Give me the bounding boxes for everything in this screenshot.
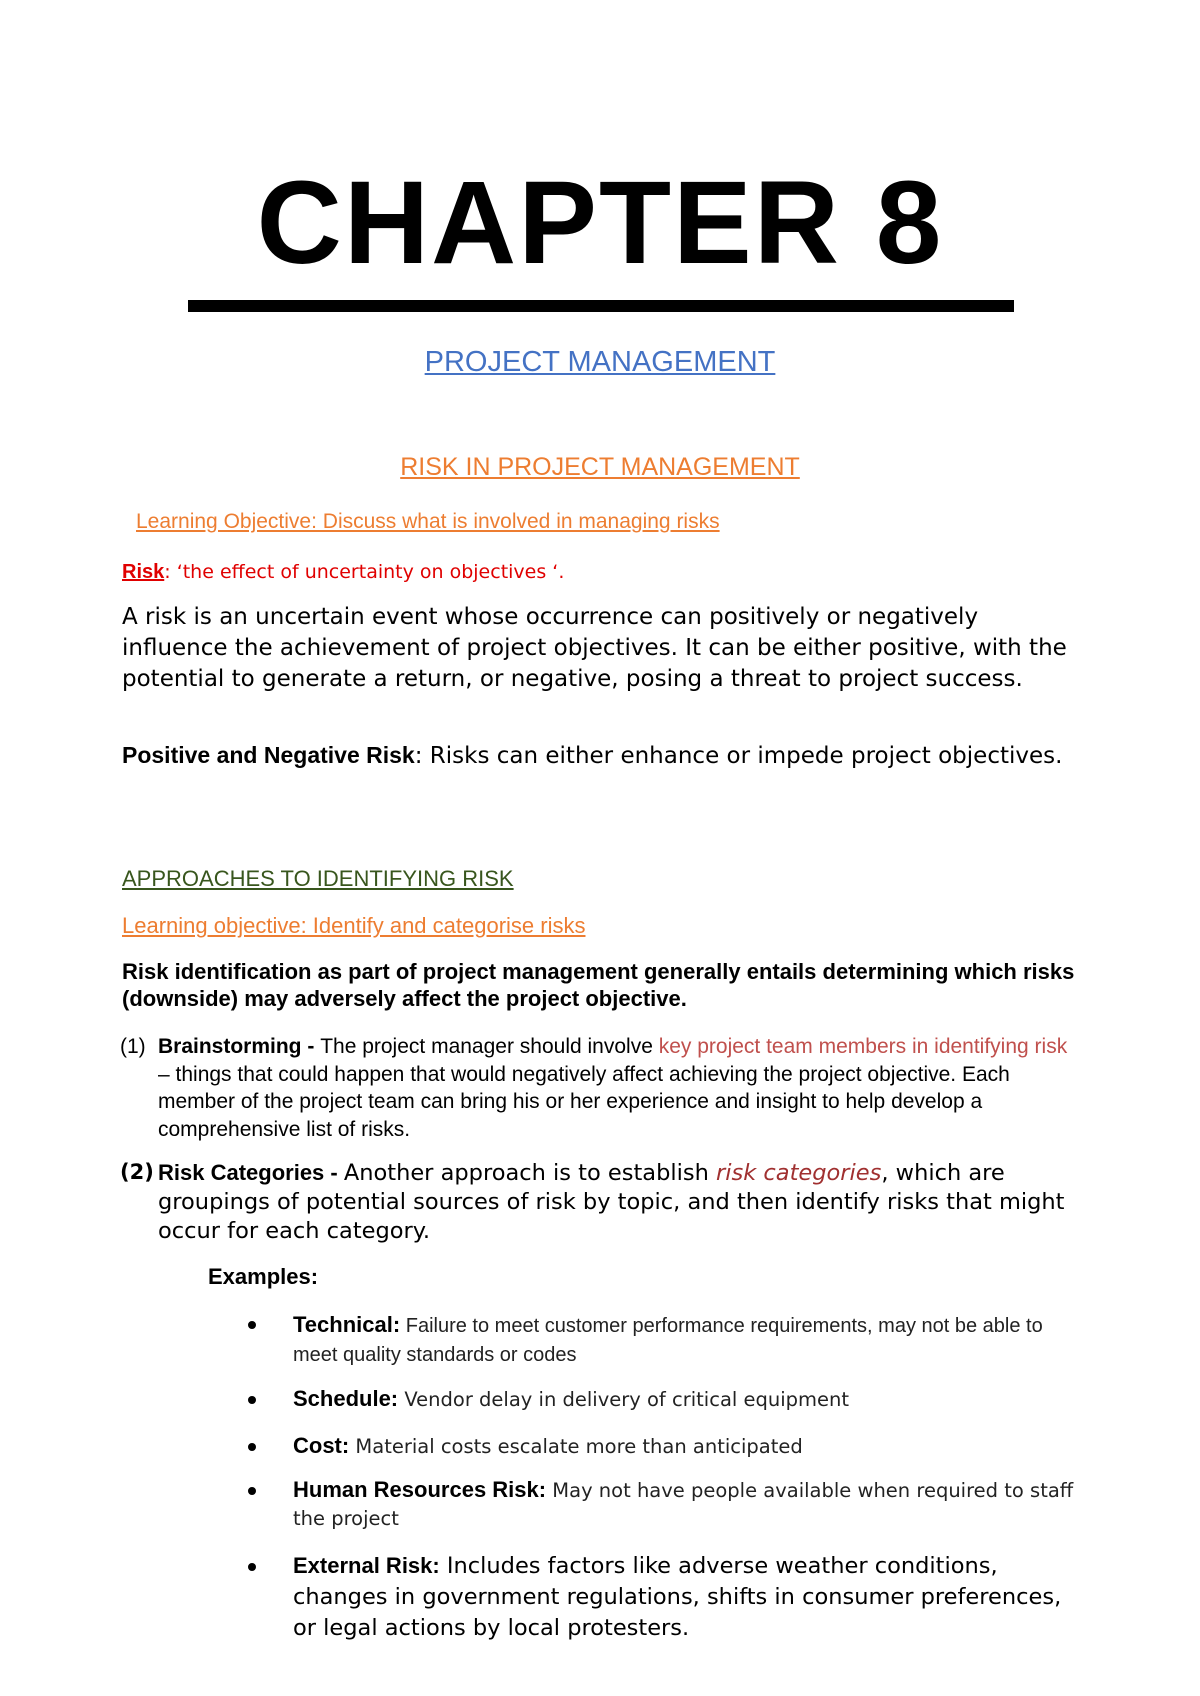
- bullet-dot-icon: [248, 1396, 256, 1404]
- bullet-label: External Risk:: [293, 1553, 440, 1578]
- risk-paragraph: A risk is an uncertain event whose occurrence can positively or negatively influence the achievement of project objectives. It can be either positive, with the potential to generate a return, or negative, posing a threat to project success.: [122, 604, 1067, 692]
- learning-objective-2: Learning objective: Identify and categorise risks: [122, 913, 586, 938]
- risk-definition-text: : ‘the effect of uncertainty on objectives ‘.: [164, 561, 565, 583]
- item-lead: Brainstorming -: [158, 1035, 321, 1058]
- risk-identification-intro: Risk identification as part of project management generally entails determining which risks (downside) may adversely affect the project objective.: [122, 959, 1075, 1011]
- examples-label: Examples:: [208, 1264, 319, 1289]
- bullet-dot-icon: [248, 1443, 256, 1451]
- chapter-title: CHAPTER 8: [256, 157, 944, 289]
- risk-term: Risk: [122, 561, 165, 583]
- positive-negative-text: : Risks can either enhance or impede project objectives.: [414, 743, 1063, 769]
- bullet-label: Human Resources Risk:: [293, 1477, 547, 1502]
- bullet-dot-icon: [248, 1563, 256, 1571]
- bullet-dot-icon: [248, 1487, 256, 1495]
- learning-objective-1: Learning Objective: Discuss what is involved in managing risks: [136, 510, 720, 533]
- item-lead: Risk Categories -: [158, 1160, 344, 1185]
- bullet-text: [293, 1385, 1083, 1414]
- item-text-b: – things that could happen that would negatively affect achieving the project objective. Each member of the project team can bring his or her experience and insight to help develop a comprehensive list of risks.: [158, 1062, 1010, 1141]
- approaches-heading: APPROACHES TO IDENTIFYING RISK: [122, 866, 514, 891]
- bullet-desc: Failure to meet customer performance requirements, may not be able to meet quality standards or codes: [293, 1315, 1043, 1366]
- item-text-a: The project manager should involve: [320, 1035, 659, 1058]
- bullet-text: [293, 1476, 1083, 1533]
- bullet-desc: Material costs escalate more than anticipated: [349, 1435, 803, 1458]
- bullet-desc: May not have people available when required to staff the project: [293, 1479, 1074, 1530]
- positive-negative-term: Positive and Negative Risk: [122, 742, 415, 768]
- item-body: [158, 1033, 1080, 1143]
- item-text-b: , which are groupings of potential sources of risk by topic, and then identify risks that might occur for each category.: [158, 1160, 1065, 1244]
- bullet-desc: Includes factors like adverse weather conditions, changes in government regulations, shifts in consumer preferences, or legal actions by local protesters.: [293, 1553, 1062, 1641]
- risk-definition: [122, 560, 564, 584]
- bullet-label: Cost:: [293, 1433, 350, 1458]
- item-body: [158, 1158, 1080, 1246]
- title-underline-rule: [188, 300, 1014, 312]
- item-text-a: Another approach is to establish: [343, 1160, 716, 1186]
- section-heading-risk: RISK IN PROJECT MANAGEMENT: [400, 453, 800, 481]
- bullet-text: [293, 1550, 1083, 1644]
- bullet-label: Technical:: [293, 1312, 401, 1337]
- bullet-text: [293, 1310, 1083, 1370]
- item-number: (1): [120, 1035, 146, 1058]
- bullet-desc: Vendor delay in delivery of critical equipment: [398, 1388, 850, 1411]
- positive-negative-paragraph: [122, 740, 1082, 772]
- bullet-text: [293, 1432, 1083, 1461]
- subject-heading: PROJECT MANAGEMENT: [424, 346, 776, 378]
- bullet-dot-icon: [248, 1321, 256, 1329]
- item-number: (2): [120, 1160, 154, 1184]
- item-highlight: key project team members in identifying risk: [658, 1035, 1068, 1058]
- bullet-label: Schedule:: [293, 1386, 399, 1411]
- item-highlight: risk categories: [716, 1160, 882, 1186]
